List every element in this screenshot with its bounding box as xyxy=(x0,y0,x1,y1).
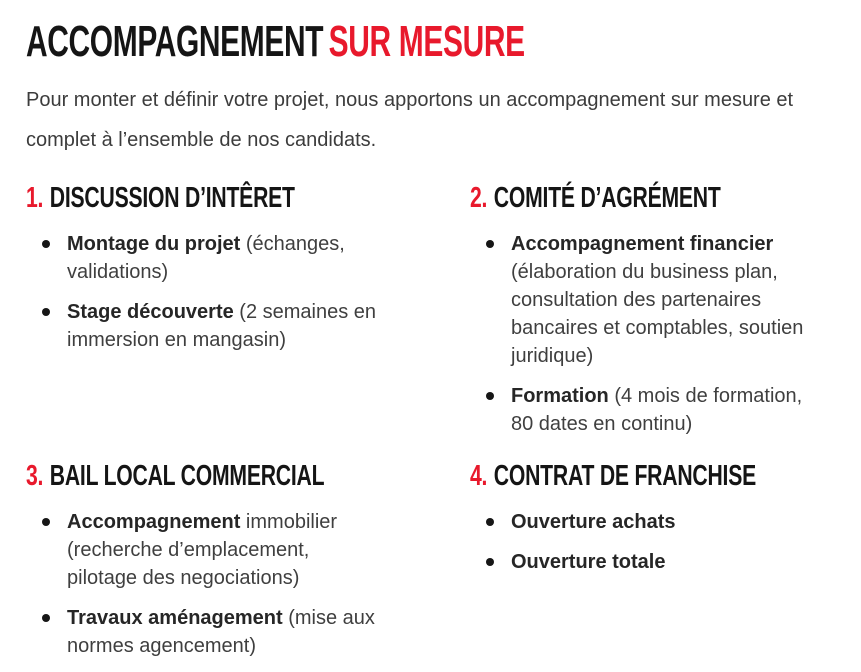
bullet-list xyxy=(470,508,861,576)
bullet-regular-text: (échanges, validations) xyxy=(67,233,345,283)
section-title: BAIL LOCAL COMMERCIAL xyxy=(49,460,325,492)
bullet-bold-text: Accompagnement xyxy=(67,511,241,533)
section-number: 3. xyxy=(26,460,44,492)
bullet-list xyxy=(26,508,470,660)
list-item xyxy=(67,230,379,286)
bullet-regular-text: (élaboration du business plan, consultation des partenaires bancaires et comptables, soutien juridique) xyxy=(511,261,804,367)
bullet-bold-text: Stage découverte xyxy=(67,301,234,323)
bullet-regular-text: immobilier (recherche d’emplacement, pilotage des negociations) xyxy=(67,511,338,589)
page-title-text xyxy=(26,17,525,66)
section-1 xyxy=(26,182,470,450)
list-item xyxy=(511,230,823,370)
section-heading xyxy=(26,460,470,492)
list-item xyxy=(511,382,823,438)
section-heading xyxy=(470,182,861,214)
section-2 xyxy=(470,182,861,450)
section-heading-text xyxy=(470,182,721,214)
sections-grid xyxy=(26,182,837,672)
bullet-bold-text: Ouverture achats xyxy=(511,511,676,533)
bullet-list xyxy=(26,230,470,354)
section-heading-text xyxy=(26,182,295,214)
section-heading-text xyxy=(26,460,324,492)
list-item xyxy=(67,604,379,660)
section-number: 1. xyxy=(26,182,44,214)
section-title: DISCUSSION D’INTÊRET xyxy=(49,182,295,214)
section-heading xyxy=(470,460,861,492)
bullet-bold-text: Travaux aménagement xyxy=(67,607,283,629)
section-number: 2. xyxy=(470,182,488,214)
list-item xyxy=(67,508,379,592)
section-number: 4. xyxy=(470,460,488,492)
list-item xyxy=(511,548,823,576)
bullet-regular-text: (2 semaines en immersion en mangasin) xyxy=(67,301,377,351)
bullet-regular-text: (mise aux normes agencement) xyxy=(67,607,375,657)
bullet-bold-text: Montage du projet xyxy=(67,233,241,255)
list-item xyxy=(67,298,379,354)
bullet-regular-text: (4 mois de formation, 80 dates en continu) xyxy=(511,385,803,435)
intro-paragraph: Pour monter et définir votre projet, nous apportons un accompagnement sur mesure et complet à l’ensemble de nos candidats. xyxy=(26,89,794,151)
section-heading-text xyxy=(470,460,756,492)
bullet-bold-text: Accompagnement financier xyxy=(511,233,774,255)
list-item xyxy=(511,508,823,536)
page-title xyxy=(26,17,837,66)
page-title-red: SUR MESURE xyxy=(328,17,525,66)
bullet-list xyxy=(470,230,861,438)
section-title: CONTRAT DE FRANCHISE xyxy=(493,460,757,492)
section-heading xyxy=(26,182,470,214)
bullet-bold-text: Formation xyxy=(511,385,609,407)
page-title-black: ACCOMPAGNEMENT xyxy=(26,17,324,66)
section-4 xyxy=(470,460,861,672)
bullet-bold-text: Ouverture totale xyxy=(511,551,666,573)
section-3 xyxy=(26,460,470,672)
section-title: COMITÉ D’AGRÉMENT xyxy=(493,182,721,214)
